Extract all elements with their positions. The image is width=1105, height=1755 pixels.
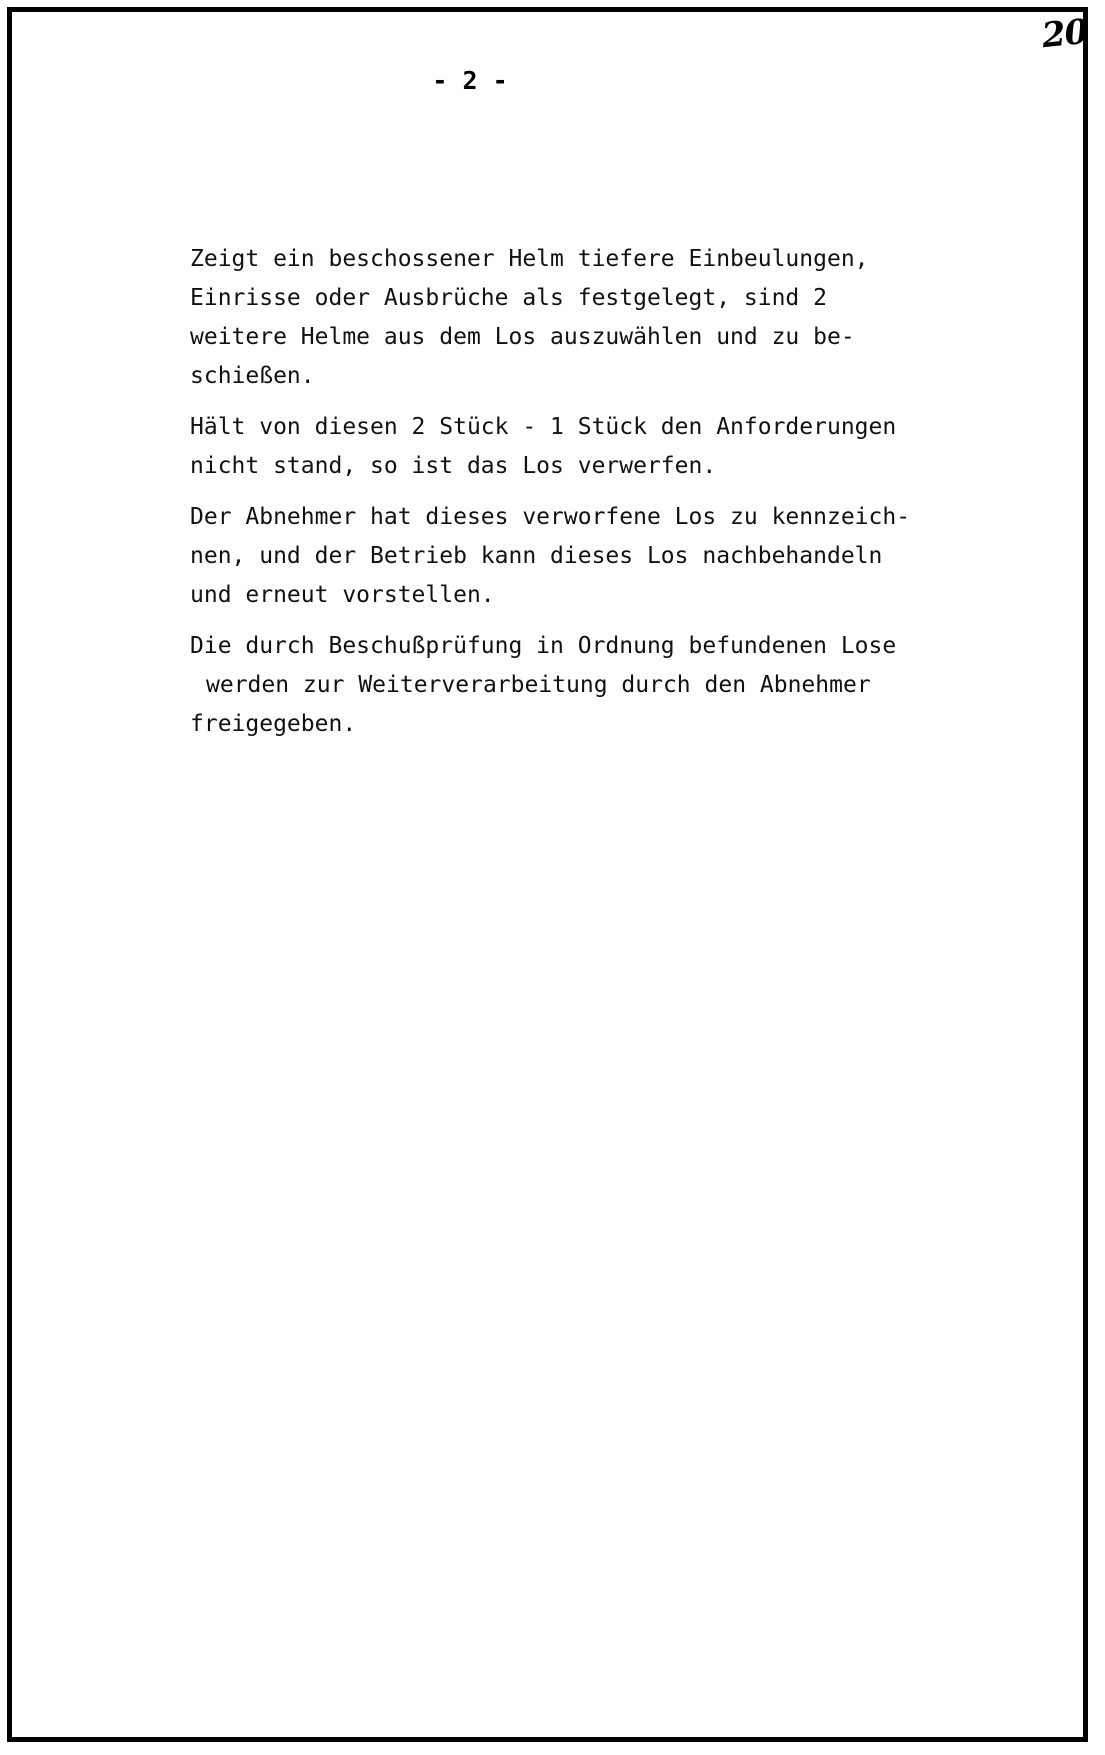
text-line: Zeigt ein beschossener Helm tiefere Einbeulungen, (190, 246, 869, 272)
paragraph-1 (190, 240, 1020, 396)
paragraph-2 (190, 408, 1020, 486)
text-line: Die durch Beschußprüfung in Ordnung befundenen Lose (190, 633, 897, 659)
text-line: und erneut vorstellen. (190, 582, 495, 608)
text-line: Einrisse oder Ausbrüche als festgelegt, sind 2 (190, 285, 827, 311)
text-line: werden zur Weiterverarbeitung durch den Abnehmer (206, 672, 871, 698)
text-line: nicht stand, so ist das Los verwerfen. (190, 453, 717, 479)
paragraph-3 (190, 498, 1020, 615)
page-number: - 2 - (432, 66, 508, 95)
text-line: schießen. (190, 363, 315, 389)
text-line: Hält von diesen 2 Stück - 1 Stück den Anforderungen (190, 414, 897, 440)
text-line: freigegeben. (190, 711, 357, 737)
paragraph-4 (190, 627, 1020, 744)
document-body (190, 240, 1020, 756)
text-line: weitere Helme aus dem Los auszuwählen und zu be- (190, 324, 855, 350)
text-line: nen, und der Betrieb kann dieses Los nachbehandeln (190, 543, 883, 569)
text-line: Der Abnehmer hat dieses verworfene Los zu kennzeich- (190, 504, 911, 530)
handwritten-folio-number: 20 (1040, 11, 1090, 57)
